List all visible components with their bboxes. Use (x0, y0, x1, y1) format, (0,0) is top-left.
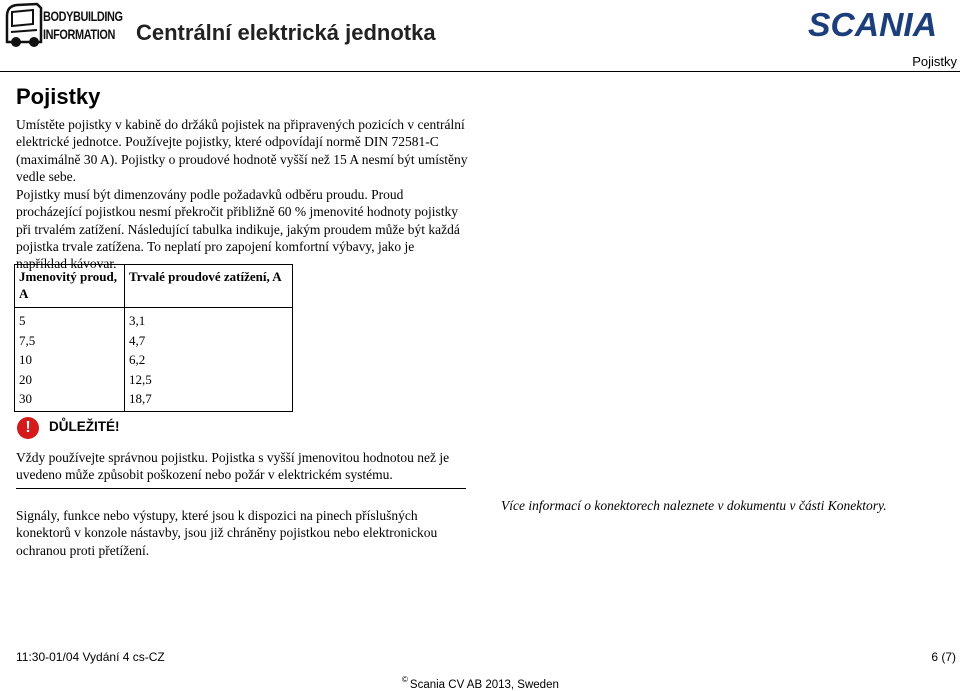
warning-label: DŮLEŽITÉ! (49, 419, 120, 434)
copyright (402, 675, 559, 691)
logo-line-1: BODYBUILDING (43, 8, 123, 24)
header-divider (0, 71, 960, 72)
table-cell: 5 (15, 308, 125, 331)
table-cell: 30 (15, 389, 125, 411)
column-header-continuous-load: Trvalé proudové zatížení, A (125, 265, 293, 308)
table-row (15, 389, 293, 411)
document-title: Centrální elektrická jednotka (136, 20, 436, 45)
table-cell: 18,7 (125, 389, 293, 411)
section-label: Pojistky (912, 54, 957, 69)
table-row (15, 331, 293, 351)
table-cell: 4,7 (125, 331, 293, 351)
scania-logo: SCANIA (808, 6, 938, 43)
page-heading: Pojistky (16, 84, 101, 109)
copyright-symbol: © (402, 675, 408, 684)
copyright-text: Scania CV AB 2013, Sweden (409, 679, 559, 691)
paragraph-protection: Signály, funkce nebo výstupy, které jsou k dispozici na pinech příslušných konektorů v konzole nástavby, jsou již chráněny pojistkou nebo elektronickou ochranou proti přetížení. (16, 508, 438, 558)
table-cell: 3,1 (125, 308, 293, 331)
table-row (15, 308, 293, 331)
page-number: 6 (7) (931, 650, 956, 664)
column-header-rated-current: Jmenovitý proud, A (15, 265, 125, 308)
truck-icon (3, 2, 47, 48)
table-cell: 7,5 (15, 331, 125, 351)
logo-line-2: INFORMATION (43, 26, 115, 42)
table-cell: 20 (15, 370, 125, 390)
table-cell: 12,5 (125, 370, 293, 390)
bodybuilding-information-logo (3, 2, 123, 48)
fuse-rating-table (14, 264, 293, 412)
connector-reference-note: Více informací o konektorech naleznete v dokumentu v části Konektory. (501, 498, 887, 513)
table-cell: 6,2 (125, 350, 293, 370)
table-cell: 10 (15, 350, 125, 370)
paragraph-placement: Umístěte pojistky v kabině do držáků pojistek na připravených pozicích v centrální elektrické jednotce. Používejte pojistky, které odpovídají normě DIN 72581-C (maximálně 30 A). Pojistky o proudové hodnotě vyšší než 15 A nesmí být umístěny vedle sebe. (16, 117, 468, 184)
warning-text: Vždy používejte správnou pojistku. Pojistka s vyšší jmenovitou hodnotou než je uvedeno může způsobit poškození nebo požár v elektrickém systému. (16, 450, 450, 483)
paragraph-dimensioning: Pojistky musí být dimenzovány podle požadavků odběru proudu. Proud procházející pojistkou nesmí překročit přibližně 60 % jmenovité hodnoty pojistky při trvalém zatížení. Následující tabulka indikuje, jakým proudem může být každá pojistka trvale zatížena. To neplatí pro zapojení komfortní výbavy, jako je například kávovar. (16, 187, 460, 272)
document-version: 11:30-01/04 Vydání 4 cs-CZ (16, 650, 165, 664)
table-row (15, 350, 293, 370)
exclamation-icon: ! (17, 417, 39, 439)
table-header-row (15, 265, 293, 308)
table-row (15, 370, 293, 390)
section-divider (16, 488, 466, 489)
